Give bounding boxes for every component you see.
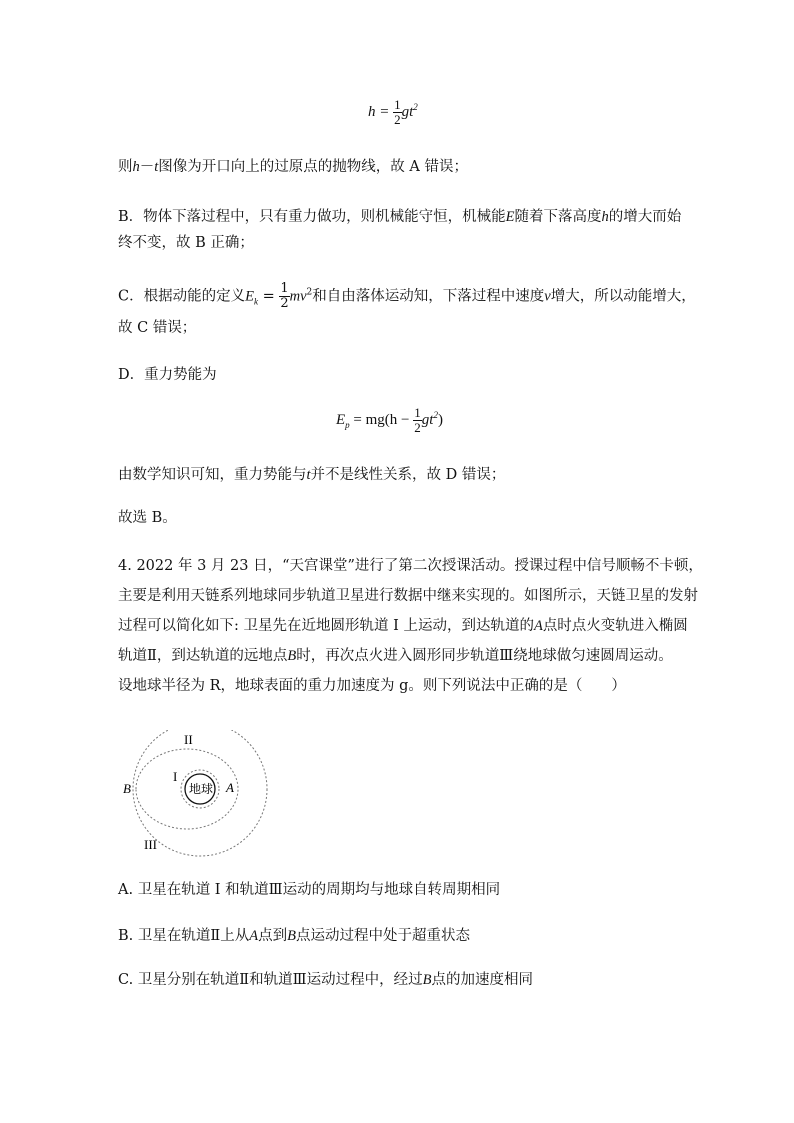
var-mv: mv [289, 288, 307, 305]
eq1-denominator: 2 [394, 112, 401, 127]
var-E: E [336, 411, 346, 428]
eq1-fraction [393, 98, 402, 127]
text: 和自由落体运动知，下落过程中速度 [312, 288, 545, 305]
text: 轨道Ⅱ，到达轨道的远地点 [118, 648, 288, 664]
choice-b[interactable] [118, 926, 470, 946]
option-b-analysis-line2: 终不变，故 B 正确； [118, 235, 254, 251]
d-fraction [413, 406, 422, 435]
eq1-lhs: h = [368, 103, 390, 120]
text: 的增大而始 [608, 209, 682, 225]
text: 并不是线性关系，故 D 错误； [310, 467, 506, 483]
text: B．物体下落过程中，只有重力做功，则机械能守恒，机械能 [118, 209, 506, 225]
c-fraction [279, 282, 289, 311]
equation-potential-energy [336, 406, 443, 435]
option-a-analysis [118, 157, 468, 177]
option-d-analysis-line2 [118, 465, 505, 485]
option-c-analysis-line1 [118, 282, 696, 311]
exponent: 2 [306, 287, 313, 298]
label-B: B [123, 781, 131, 796]
eq-mid: = mg(h − [353, 411, 410, 428]
subscript-p: p [345, 419, 350, 430]
text: 点到 [258, 928, 288, 944]
choice-c[interactable] [118, 970, 533, 990]
choice-a[interactable]: A. 卫星在轨道 I 和轨道Ⅲ运动的周期均与地球自转周期相同 [118, 882, 501, 898]
option-c-analysis-line2: 故 C 错误； [118, 320, 197, 336]
text: B. 卫星在轨道Ⅱ上从 [118, 928, 250, 944]
point-A: A [249, 928, 259, 944]
label-earth: 地球 [189, 782, 214, 796]
orbit-diagram [118, 730, 278, 860]
point-A: A [533, 618, 543, 634]
text: 点的加速度相同 [431, 972, 533, 988]
gt: gt [421, 411, 434, 428]
var-Ek: E [245, 288, 254, 305]
eq1-numerator: 1 [394, 97, 401, 112]
numerator: 1 [414, 405, 421, 420]
text: 点时点火变轨进入椭圆 [542, 618, 688, 634]
minus: － [139, 159, 155, 175]
var-v: v [544, 288, 551, 305]
option-b-analysis-line1 [118, 207, 681, 227]
option-d-analysis-line1: D．重力势能为 [118, 367, 217, 383]
label-III: III [144, 837, 157, 852]
equation-free-fall [368, 98, 418, 127]
numerator: 1 [280, 281, 289, 296]
text: 则 [118, 159, 133, 175]
var-t: t [154, 159, 159, 175]
question-4-line2: 主要是利用天链系列地球同步轨道卫星进行数据中继来实现的。如图所示，天链卫星的发射 [118, 588, 698, 604]
question-4-line1: 4. 2022 年 3 月 23 日，“天宫课堂”进行了第二次授课活动。授课过程中信号顺畅不卡顿， [118, 558, 703, 574]
label-I: I [173, 769, 178, 784]
var-E: E [505, 209, 515, 225]
label-A: A [226, 780, 234, 795]
denominator: 2 [414, 420, 421, 435]
close-paren: ) [437, 411, 443, 428]
text: 过程可以简化如下: 卫星先在近地圆形轨道 I 上运动，到达轨道的 [118, 618, 534, 634]
text: 点运动过程中处于超重状态 [295, 928, 470, 944]
subscript-k: k [253, 296, 258, 307]
equals: = [262, 288, 275, 305]
text: 时，再次点火进入圆形同步轨道Ⅲ绕地球做匀速圆周运动。 [296, 648, 673, 664]
exponent: 2 [433, 409, 438, 420]
point-B: B [422, 972, 432, 988]
label-II: II [184, 732, 193, 747]
eq1-exponent: 2 [413, 101, 418, 112]
var-h: h [601, 209, 609, 225]
var-t: t [306, 467, 311, 483]
text: 随着下落高度 [514, 209, 602, 225]
var-h: h [132, 159, 140, 175]
text: 由数学知识可知，重力势能与 [118, 467, 307, 483]
text: 增大，所以动能增大， [550, 288, 696, 305]
text: C. 卫星分别在轨道Ⅱ和轨道Ⅲ运动过程中，经过 [118, 972, 423, 988]
text: C．根据动能的定义 [118, 288, 246, 305]
question-4-line5: 设地球半径为 R，地球表面的重力加速度为 g。则下列说法中正确的是（ ） [118, 678, 626, 694]
conclusion: 故选 B。 [118, 510, 177, 526]
eq1-gt: gt [401, 103, 414, 120]
question-4-line4 [118, 646, 673, 666]
text: 图像为开口向上的过原点的抛物线，故 A 错误； [158, 159, 468, 175]
denominator: 2 [280, 296, 289, 311]
point-B: B [287, 648, 297, 664]
point-B: B [287, 928, 296, 944]
question-4-line3 [118, 616, 688, 636]
